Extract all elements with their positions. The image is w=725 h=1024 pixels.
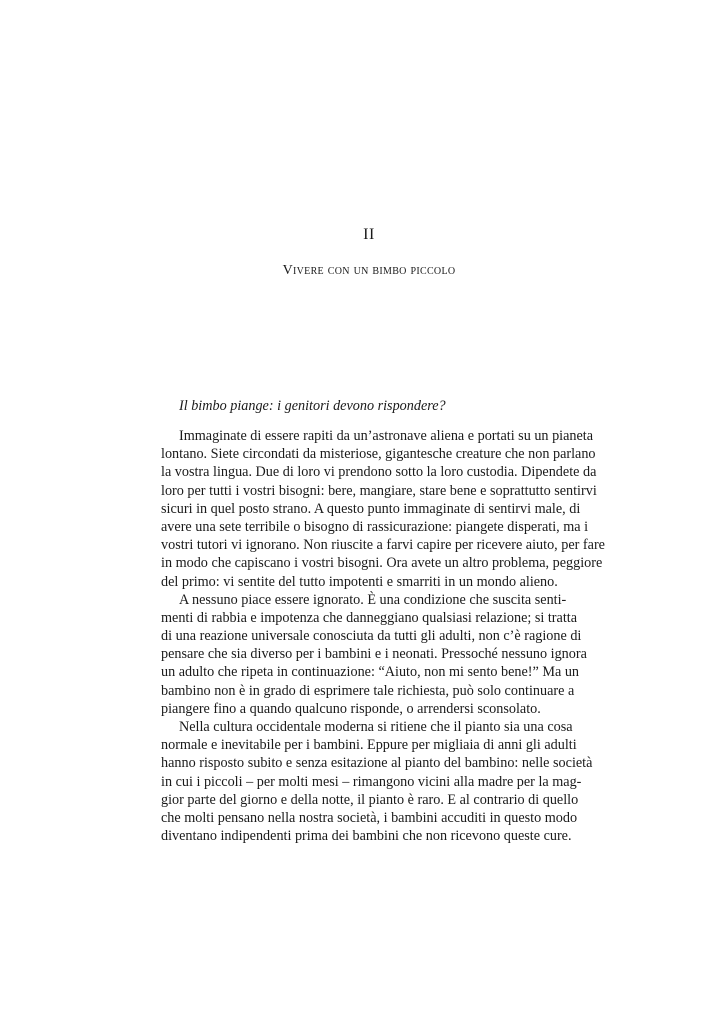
text-line: lontano. Siete circondati da misteriose, gigantesche creature che non parlano xyxy=(161,446,596,463)
text-line: pensare che sia diverso per i bambini e i neonati. Pressoché nessuno ignora xyxy=(161,646,587,663)
text-line: che molti pensano nella nostra società, i bambini accuditi in questo modo xyxy=(161,809,578,826)
text-line: diventano indipendenti prima dei bambini che non ricevono queste cure. xyxy=(161,828,572,845)
text-line: avere una sete terribile o bisogno di rassicurazione: piangete disperati, ma i xyxy=(161,518,589,535)
paragraph-2 xyxy=(161,591,587,718)
chapter-title: Vivere con un bimbo piccolo xyxy=(282,263,456,278)
text-line: loro per tutti i vostri bisogni: bere, mangiare, stare bene e soprattutto sentirvi xyxy=(161,482,597,499)
text-line: di una reazione universale conosciuta da tutti gli adulti, non c’è ragione di xyxy=(161,628,582,645)
text-line: menti di rabbia e impotenza che danneggiano qualsiasi relazione; si tratta xyxy=(161,609,578,626)
chapter-number: II xyxy=(363,226,375,243)
body-text xyxy=(161,427,605,845)
text-line: sicuri in quel posto strano. A questo punto immaginate di sentirvi male, di xyxy=(161,500,581,517)
text-line: bambino non è in grado di esprimere tale richiesta, può solo continuare a xyxy=(161,682,575,699)
paragraph-1 xyxy=(161,427,605,591)
text-line: A nessuno piace essere ignorato. È una condizione che suscita senti- xyxy=(179,591,567,608)
text-line: normale e inevitabile per i bambini. Eppure per migliaia di anni gli adulti xyxy=(161,737,577,754)
section-heading: Il bimbo piange: i genitori devono rispondere? xyxy=(179,398,446,414)
text-line: del primo: vi sentite del tutto impotenti e smarriti in un mondo alieno. xyxy=(161,573,558,590)
text-line: gior parte del giorno e della notte, il pianto è raro. E al contrario di quello xyxy=(161,791,579,808)
text-line: in cui i piccoli – per molti mesi – rimangono vicini alla madre per la mag- xyxy=(161,773,582,790)
text-line: vostri tutori vi ignorano. Non riuscite a farvi capire per ricevere aiuto, per fare xyxy=(161,537,605,554)
text-line: Immaginate di essere rapiti da un’astronave aliena e portati su un pianeta xyxy=(179,428,594,444)
text-line: la vostra lingua. Due di loro vi prendono sotto la loro custodia. Dipendete da xyxy=(161,464,597,481)
text-line: hanno risposto subito e senza esitazione al pianto del bambino: nelle società xyxy=(161,755,593,772)
text-line: Nella cultura occidentale moderna si ritiene che il pianto sia una cosa xyxy=(179,719,573,735)
text-line: un adulto che ripeta in continuazione: “Aiuto, non mi sento bene!” Ma un xyxy=(161,664,580,681)
paragraph-3 xyxy=(161,718,593,845)
text-line: in modo che capiscano i vostri bisogni. Ora avete un altro problema, peggiore xyxy=(161,555,603,572)
text-line: piangere fino a quando qualcuno risponde, o arrendersi sconsolato. xyxy=(161,700,541,717)
